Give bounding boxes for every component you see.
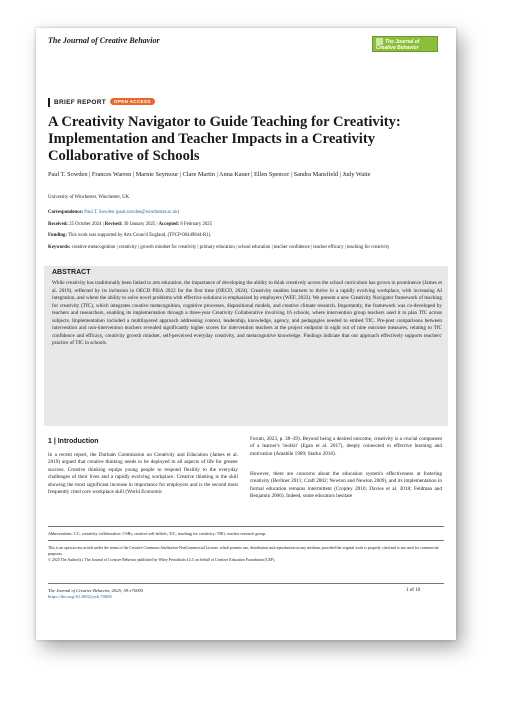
correspondence xyxy=(48,209,179,216)
received-label: Received: xyxy=(48,222,68,227)
logo-square-icon xyxy=(376,38,383,45)
body-column-right-para2: However, there are concerns about the education system's effectiveness at fostering creativity (Berliner 2011; Craft 2002; Newton and Newton 2009), and its implementation in formal education remains intermittent (Cropley 2010; Davies et al. 2018; Feldman and Benjamin 2006). Indeed, some educators hesitate xyxy=(250,471,442,500)
accepted-date: 8 February 2025 xyxy=(180,222,213,227)
body-column-right-para1: Forum, 2023, p. 38–39). Beyond being a desired outcome, creativity is a crucial component of a learner's 'toolkit' (Egan et al. 2017), deeply connected to effective learning and motivation (Amabile 1989; Starko 2018). xyxy=(250,436,442,457)
received-date: 25 October 2024 xyxy=(69,222,102,227)
journal-logo xyxy=(372,36,438,52)
article-dates: Received: 25 October 2024 | Revised: 30 January 2025 | Accepted: 8 February 2025 xyxy=(48,222,213,227)
funding-text: This work was supported by Arts Council England, (TFCP-00449844-R1). xyxy=(68,233,212,238)
license-text: This is an open access article under the terms of the Creative Commons Attribution-NonCommercial License, which permits use, distribution and reproduction in any medium, provided the original work is properly cited and is not used for commercial purposes. xyxy=(48,546,439,556)
revised-date: 30 January 2025 xyxy=(123,222,156,227)
keywords-text: creative metacognition | creativity | growth mindset for creativity | primary education | school education | teacher confidence | teacher efficacy | teaching for creativity xyxy=(71,245,390,250)
journal-name: The Journal of Creative Behavior xyxy=(48,36,160,45)
author-list: Paul T. Sowden | Frances Warren | Marnie Seymour | Clare Martin | Anna Kauer | Ellen Spencer | Sandra Mansfield | Judy Waite xyxy=(48,171,371,178)
funding-label: Funding: xyxy=(48,233,67,238)
keywords-label: Keywords: xyxy=(48,245,71,250)
accepted-label: Accepted: xyxy=(158,222,180,227)
copyright-text: © 2025 The Author(s). The Journal of Creative Behavior published by Wiley Periodicals LLC on behalf of Creative Education Foundation (CEF). xyxy=(48,558,276,562)
article-type xyxy=(48,98,155,107)
correspondence-email-link[interactable]: Paul T. Sowden (paul.sowden@winchester.ac.uk) xyxy=(84,210,180,215)
revised-label: Revised: xyxy=(104,222,123,227)
funding xyxy=(48,232,211,239)
paper-page xyxy=(36,28,456,640)
page-number: 1 of 10 xyxy=(406,588,421,593)
article-type-label: BRIEF REPORT xyxy=(54,99,106,106)
abstract-text: While creativity has traditionally been linked to arts education, the importance of developing the ability to think creatively across the school curriculum has grown in prominence (James et al. 2019), reflected by its inclusion in OECD PISA 2022 for the first time (OECD, 2024). Creativity enables learners to thrive in a rapidly evolving workplace, with increasing AI integration, and where the ability to solve novel problems with effective solutions is emphasized by employers (WEF, 2023). We present a new Creativity Navigator framework of teaching for creativity (TfC), which integrates creative metacognition, cognitive processes, dispositional models, and creative climate research. Importantly, the framework was co-developed by teachers and researchers, enabling its implementation through a three-year Creativity Collaborative involving 16 schools, where intervention group teachers used it to plan TfC across subjects. Implementation included a multilayered approach addressing context, leadership, knowledge, agency, and pedagogies needed to embed TfC. Pre-post comparisons between intervention and non-intervention teachers revealed significantly higher scores for intervention teachers at the project endpoint in eight out of nine outcome measures, relating to TfC confidence and efficacy, creativity growth mindset, self-perceived everyday creativity, and metacognitive knowledge. Findings indicate that our approach effectively supports teachers' practice of TfC in schools. xyxy=(52,280,442,347)
abbreviations: Abbreviations: CC, creativity collaborative; CSBs, creative self beliefs; TfC, teaching for creativity; TRG, teacher research group. xyxy=(48,531,267,536)
license-divider xyxy=(48,540,444,541)
correspondence-label: Correspondence: xyxy=(48,210,84,215)
footer-divider xyxy=(48,526,444,527)
abstract-heading: ABSTRACT xyxy=(52,269,91,276)
open-access-badge: OPEN ACCESS xyxy=(110,98,155,105)
section-heading: 1 | Introduction xyxy=(48,438,99,445)
article-title: A Creativity Navigator to Guide Teaching for Creativity: Implementation and Teacher Impacts in a Creativity Collaborative of Schools xyxy=(48,114,401,164)
logo-text: The Journal of Creative Behavior xyxy=(376,38,420,51)
body-column-left: In a recent report, the Durham Commission on Creativity and Education (James et al. 2019) argued that creative thinking needs to be deployed in all aspects of life for greater success. Creative thinking equips young people to respond flexibly to the everyday challenges of their lives and a rapidly evolving workplace. Creative thinking is the skill showing the most significant increase in importance for employers and is the second most frequently cited core workplace skill (World Economic xyxy=(48,452,238,496)
keywords xyxy=(48,244,443,251)
citation-divider xyxy=(48,583,444,584)
citation-text: The Journal of Creative Behavior, 2025; 59:e70005 xyxy=(48,588,144,593)
license-block xyxy=(48,545,444,563)
doi-link[interactable]: https://doi.org/10.1002/jocb.70005 xyxy=(48,594,112,599)
citation-block xyxy=(48,588,143,600)
affiliation: University of Winchester, Winchester, UK xyxy=(48,195,130,200)
